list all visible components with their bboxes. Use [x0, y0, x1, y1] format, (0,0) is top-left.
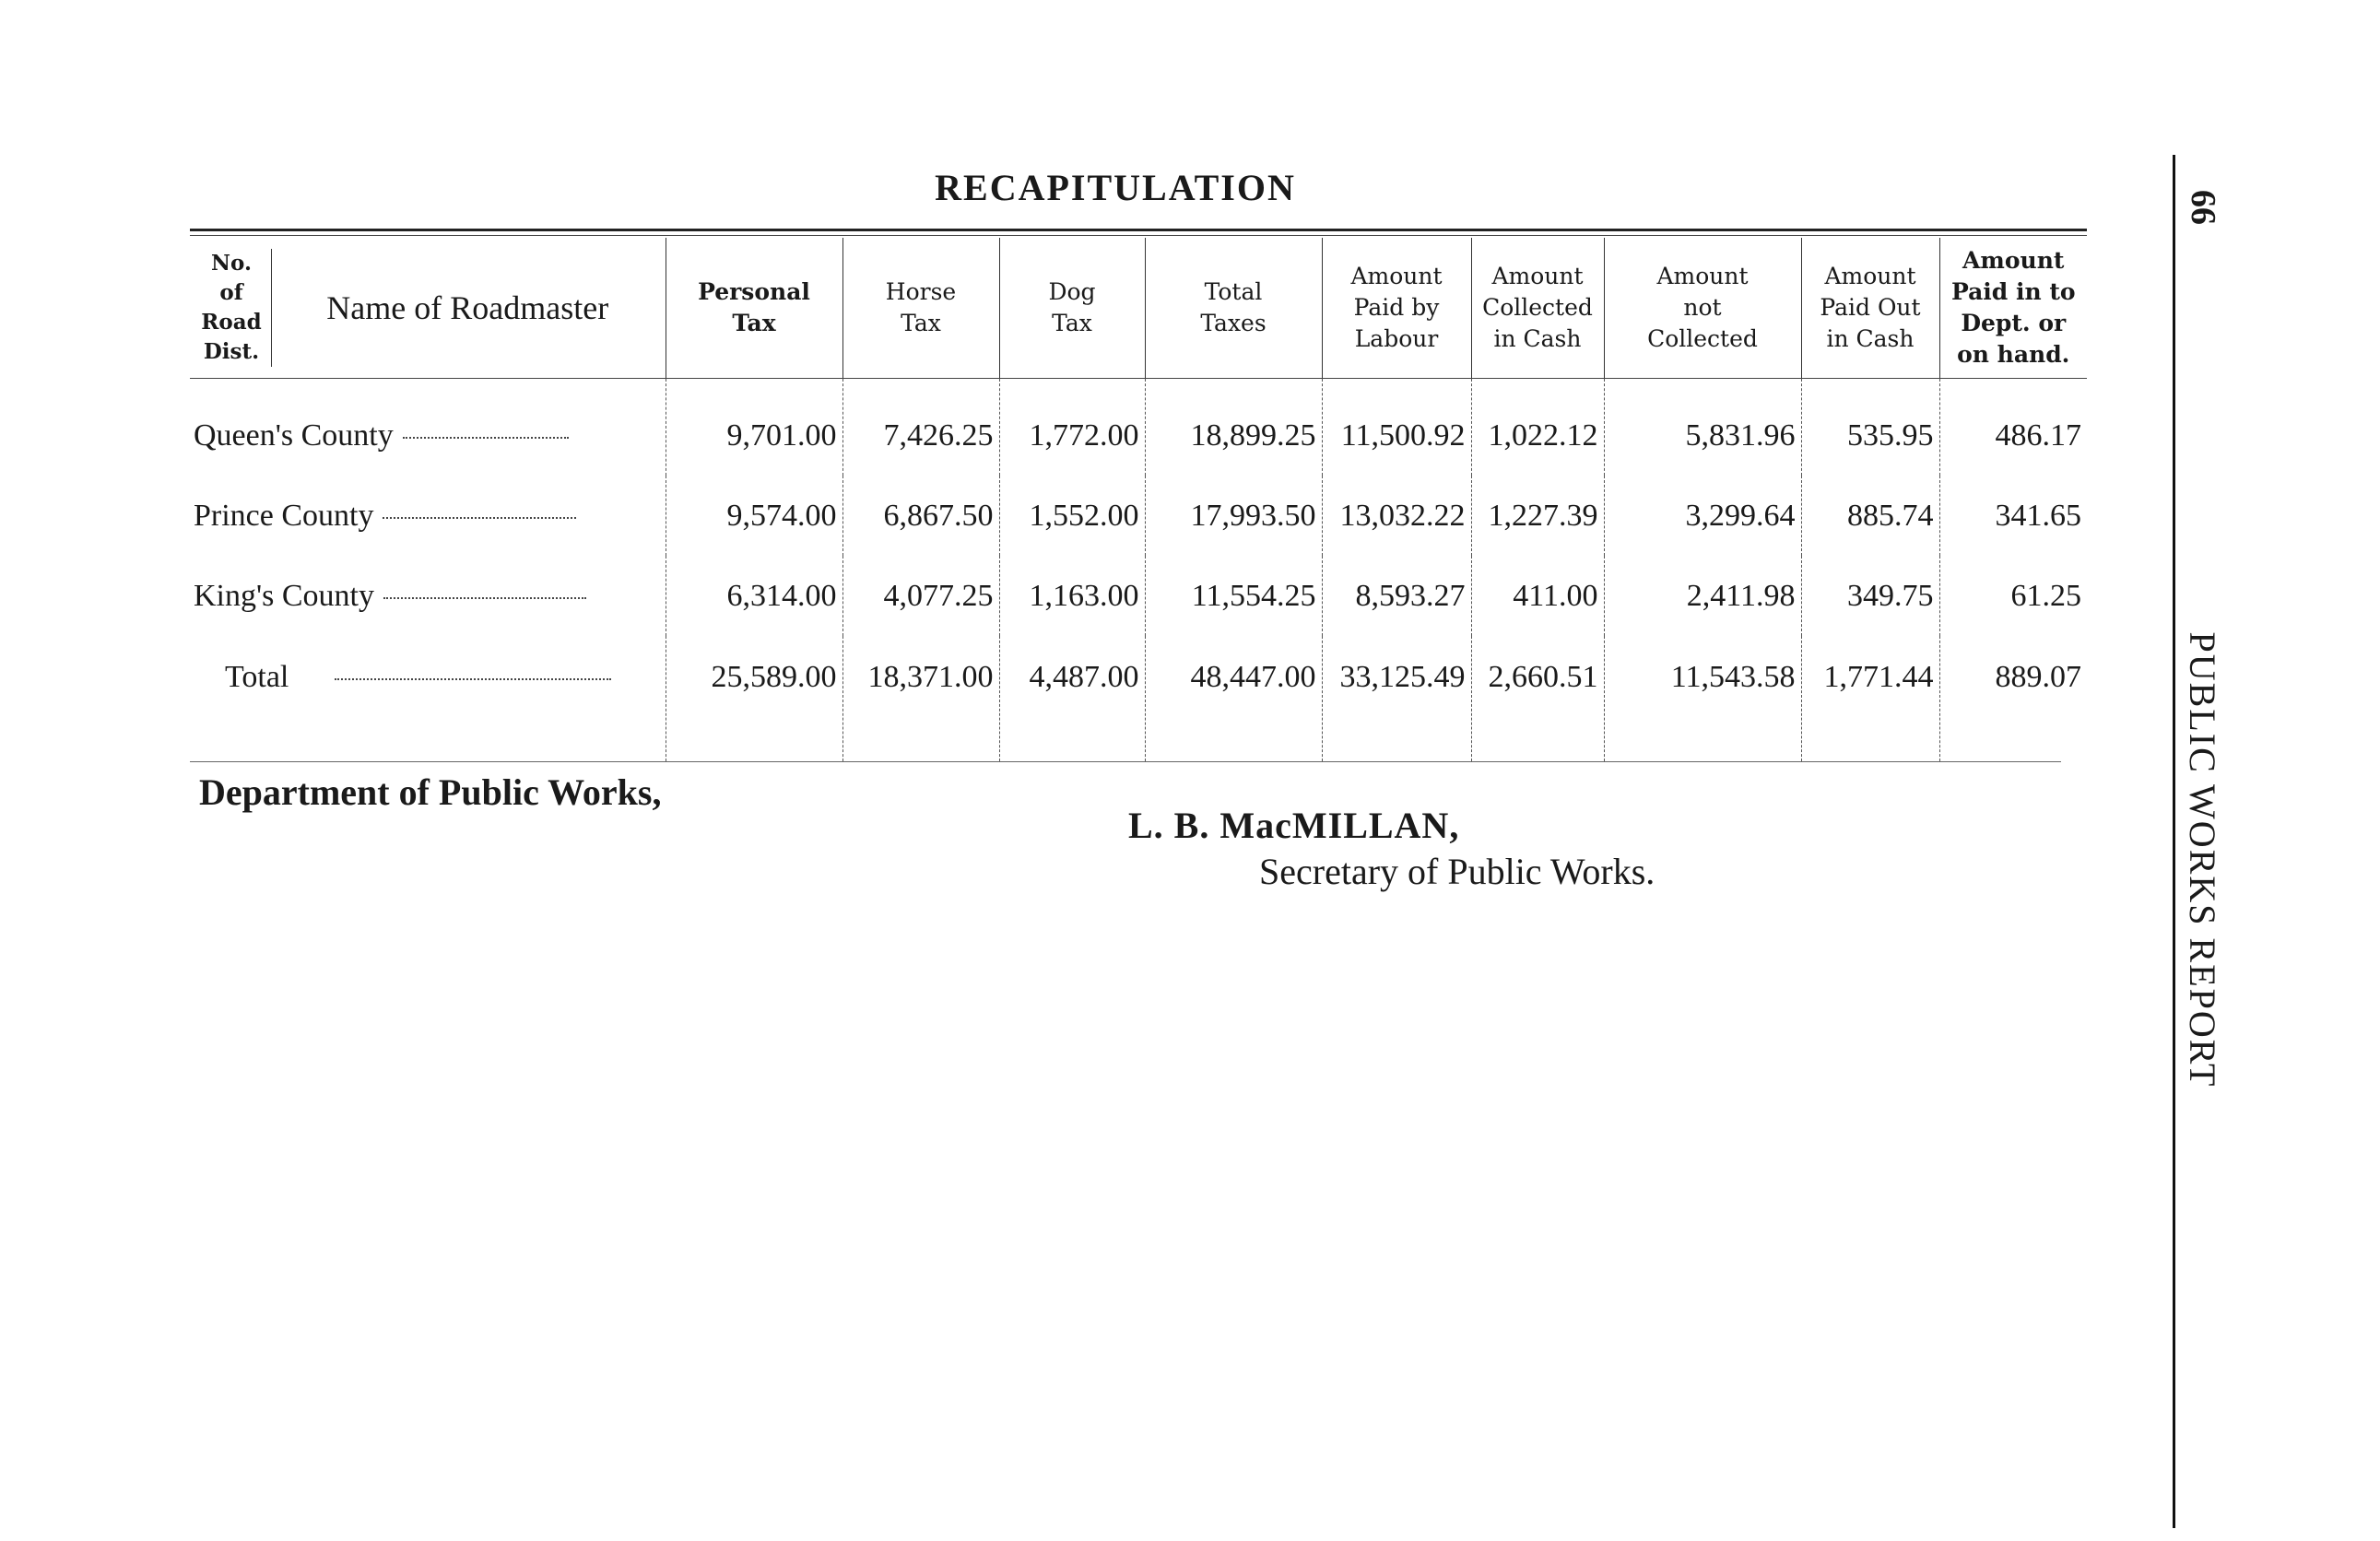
- header-name: Name of Roadmaster: [326, 289, 609, 326]
- cell-paid-in-to-dept: 486.17: [1939, 379, 2087, 476]
- cell-paid-out-in-cash: 349.75: [1801, 556, 1939, 636]
- page-title: RECAPITULATION: [935, 167, 1296, 208]
- row-label: King's County: [190, 556, 666, 636]
- header-amount-paid-by-labour: Amount Paid by Labour: [1322, 238, 1471, 379]
- header-name-of-roadmaster: [190, 238, 666, 379]
- cell-not-collected: 11,543.58: [1604, 636, 1801, 761]
- row-label: Queen's County: [190, 379, 666, 476]
- cell-total-taxes: 11,554.25: [1145, 556, 1322, 636]
- cell-paid-in-to-dept: 61.25: [1939, 556, 2087, 636]
- cell-collected-in-cash: 411.00: [1471, 556, 1604, 636]
- header-amount-paid-out-in-cash: Amount Paid Out in Cash: [1801, 238, 1939, 379]
- page-number: 66: [2184, 190, 2222, 225]
- header-dist-line: Road: [201, 310, 262, 335]
- row-label: Total: [190, 636, 666, 761]
- header-amount-collected-in-cash: Amount Collected in Cash: [1471, 238, 1604, 379]
- table-top-rule: [190, 229, 2087, 236]
- cell-horse-tax: 7,426.25: [842, 379, 999, 476]
- cell-collected-in-cash: 2,660.51: [1471, 636, 1604, 761]
- cell-collected-in-cash: 1,022.12: [1471, 379, 1604, 476]
- cell-paid-by-labour: 33,125.49: [1322, 636, 1471, 761]
- header-dist-line: of: [219, 280, 243, 305]
- header-dist-line: Dist.: [203, 339, 260, 364]
- header-personal-tax: Personal Tax: [666, 238, 842, 379]
- cell-paid-by-labour: 13,032.22: [1322, 476, 1471, 556]
- cell-personal-tax: 6,314.00: [666, 556, 842, 636]
- cell-total-taxes: 17,993.50: [1145, 476, 1322, 556]
- cell-paid-in-to-dept: 341.65: [1939, 476, 2087, 556]
- header-dist-line: No.: [211, 251, 252, 276]
- cell-total-taxes: 48,447.00: [1145, 636, 1322, 761]
- cell-personal-tax: 9,701.00: [666, 379, 842, 476]
- cell-paid-out-in-cash: 1,771.44: [1801, 636, 1939, 761]
- margin-rule: [2173, 155, 2175, 1528]
- cell-dog-tax: 4,487.00: [999, 636, 1145, 761]
- department-name: Department of Public Works,: [199, 771, 662, 813]
- table-header-row: [190, 238, 2087, 379]
- signatory-title: Secretary of Public Works.: [1259, 851, 1655, 892]
- table-row: [190, 476, 2087, 556]
- cell-not-collected: 3,299.64: [1604, 476, 1801, 556]
- table-bottom-rule: [190, 761, 2061, 762]
- cell-paid-by-labour: 8,593.27: [1322, 556, 1471, 636]
- table-row-total: [190, 636, 2087, 761]
- cell-paid-in-to-dept: 889.07: [1939, 636, 2087, 761]
- row-label: Prince County: [190, 476, 666, 556]
- cell-horse-tax: 6,867.50: [842, 476, 999, 556]
- cell-dog-tax: 1,772.00: [999, 379, 1145, 476]
- cell-total-taxes: 18,899.25: [1145, 379, 1322, 476]
- cell-not-collected: 2,411.98: [1604, 556, 1801, 636]
- cell-personal-tax: 9,574.00: [666, 476, 842, 556]
- table-row: [190, 379, 2087, 476]
- header-amount-not-collected: Amount not Collected: [1604, 238, 1801, 379]
- cell-horse-tax: 4,077.25: [842, 556, 999, 636]
- cell-not-collected: 5,831.96: [1604, 379, 1801, 476]
- running-head: PUBLIC WORKS REPORT: [2182, 631, 2224, 1088]
- cell-personal-tax: 25,589.00: [666, 636, 842, 761]
- signatory-name: L. B. MacMILLAN,: [1128, 805, 1460, 846]
- header-horse-tax: Horse Tax: [842, 238, 999, 379]
- cell-paid-by-labour: 11,500.92: [1322, 379, 1471, 476]
- cell-paid-out-in-cash: 885.74: [1801, 476, 1939, 556]
- recapitulation-table: [190, 229, 2087, 762]
- header-amount-paid-in-to-dept: Amount Paid in to Dept. or on hand.: [1939, 238, 2087, 379]
- cell-dog-tax: 1,552.00: [999, 476, 1145, 556]
- header-total-taxes: Total Taxes: [1145, 238, 1322, 379]
- cell-paid-out-in-cash: 535.95: [1801, 379, 1939, 476]
- cell-dog-tax: 1,163.00: [999, 556, 1145, 636]
- header-dog-tax: Dog Tax: [999, 238, 1145, 379]
- cell-horse-tax: 18,371.00: [842, 636, 999, 761]
- cell-collected-in-cash: 1,227.39: [1471, 476, 1604, 556]
- table-row: [190, 556, 2087, 636]
